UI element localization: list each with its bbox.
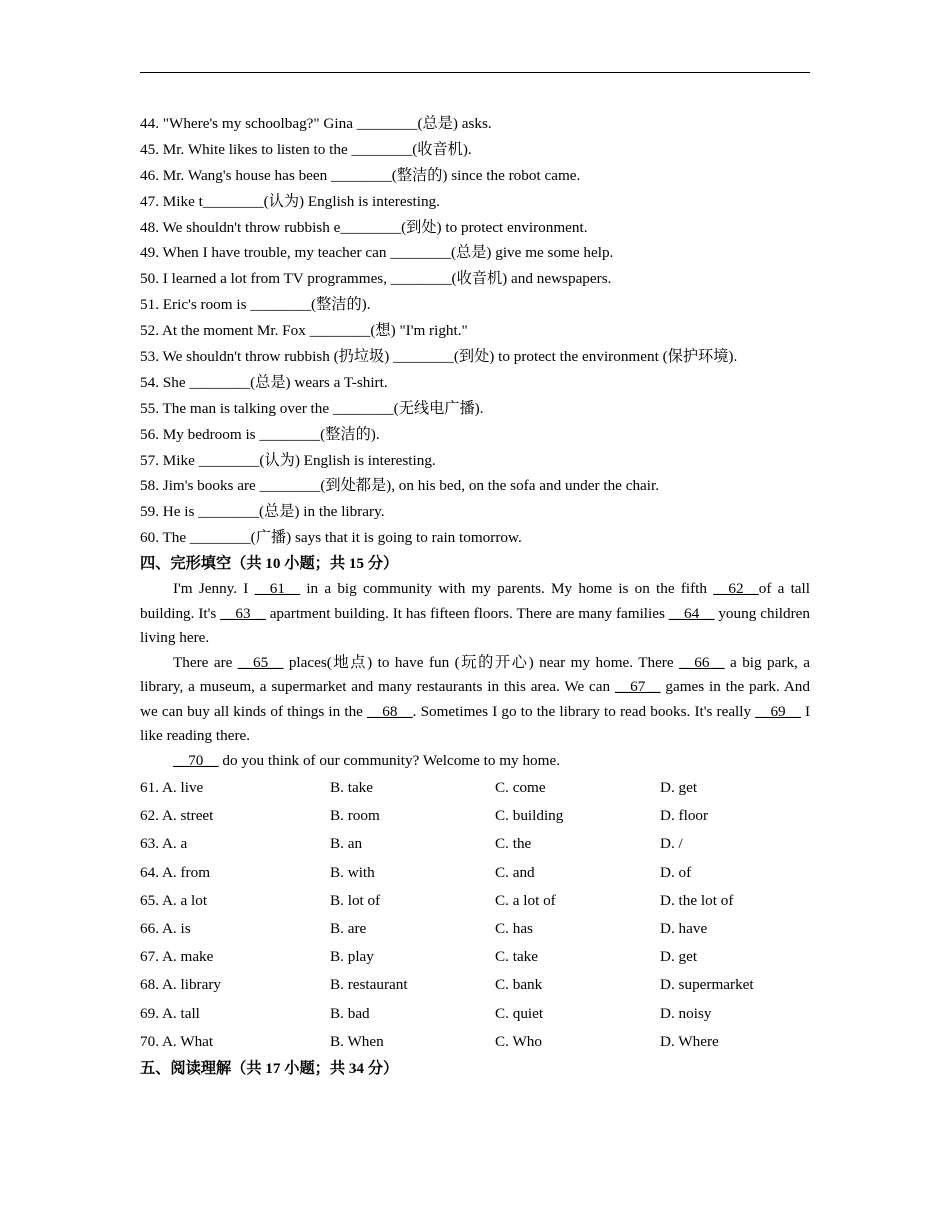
option-a: 68. A. library: [140, 976, 221, 994]
option-c: C. come: [495, 779, 546, 797]
text: do you think of our community? Welcome to my home.: [218, 751, 560, 769]
text: I'm Jenny. I: [173, 580, 255, 598]
option-d: D. get: [660, 948, 698, 966]
question-55: 55. The man is talking over the ________(无线电广播).: [140, 399, 484, 417]
option-d: D. floor: [660, 807, 709, 825]
options-64: [140, 859, 810, 887]
cloze-paragraph-3: [140, 749, 810, 774]
option-a: 70. A. What: [140, 1032, 214, 1050]
blank-61: __61__: [254, 580, 301, 598]
option-d: D. the lot of: [660, 891, 734, 909]
options-66: [140, 915, 810, 943]
question-46: 46. Mr. Wang's house has been ________(整洁的) since the robot came.: [140, 166, 581, 184]
question-51: 51. Eric's room is ________(整洁的).: [140, 296, 371, 314]
option-c: C. and: [495, 863, 535, 881]
section-4-heading: 四、完形填空（共 10 小题；共 15 分）: [140, 555, 399, 573]
options-69: [140, 1000, 810, 1028]
option-d: D. supermarket: [660, 976, 754, 994]
question-48: 48. We shouldn't throw rubbish e________(到处) to protect environment.: [140, 218, 588, 236]
option-b: B. play: [330, 948, 374, 966]
option-b: B. room: [330, 807, 380, 825]
question-53: 53. We shouldn't throw rubbish (扔垃圾) ________(到处) to protect the environment (保护环境).: [140, 348, 738, 366]
option-d: D. /: [660, 835, 683, 853]
options-68: [140, 971, 810, 999]
option-a: 62. A. street: [140, 807, 214, 825]
question-56: 56. My bedroom is ________(整洁的).: [140, 425, 380, 443]
cloze-paragraph-1: [140, 577, 810, 651]
option-c: C. has: [495, 919, 533, 937]
blank-69: __69__: [755, 702, 801, 720]
text: young children living here.: [140, 604, 810, 647]
text: There are: [173, 653, 238, 671]
question-50: 50. I learned a lot from TV programmes, ________(收音机) and newspapers.: [140, 270, 612, 288]
text: games in the park. And we can buy all kinds of things in the: [140, 678, 810, 720]
option-c: C. the: [495, 835, 532, 853]
blank-62: __62__: [713, 580, 759, 598]
worksheet: [140, 111, 810, 1082]
option-a: 63. A. a: [140, 835, 188, 853]
option-b: B. with: [330, 863, 375, 881]
options-61: [140, 774, 810, 802]
option-d: D. Where: [660, 1032, 719, 1050]
question-49: 49. When I have trouble, my teacher can ________(总是) give me some help.: [140, 244, 614, 262]
option-c: C. quiet: [495, 1004, 544, 1022]
blank-67: __67__: [614, 678, 661, 696]
options-63: [140, 830, 810, 858]
options-70: [140, 1028, 810, 1056]
option-a: 61. A. live: [140, 779, 204, 797]
option-d: D. of: [660, 863, 692, 881]
option-b: B. an: [330, 835, 363, 853]
question-57: 57. Mike ________(认为) English is interesting.: [140, 451, 436, 469]
text: places(地点) to have fun (玩的开心) near my home. There: [283, 653, 680, 671]
options-65: [140, 887, 810, 915]
options-67: [140, 943, 810, 971]
question-52: 52. At the moment Mr. Fox ________(想) "I'm right.": [140, 322, 468, 340]
section-5-heading: 五、阅读理解（共 17 小题；共 34 分）: [140, 1059, 399, 1077]
option-d: D. noisy: [660, 1004, 712, 1022]
blank-63: __63__: [220, 604, 266, 622]
option-c: C. take: [495, 948, 539, 966]
option-a: 64. A. from: [140, 863, 211, 881]
header-rule: [140, 72, 810, 73]
question-59: 59. He is ________(总是) in the library.: [140, 503, 385, 521]
option-a: 65. A. a lot: [140, 891, 208, 909]
option-b: B. are: [330, 919, 367, 937]
option-b: B. lot of: [330, 891, 381, 909]
question-54: 54. She ________(总是) wears a T-shirt.: [140, 373, 388, 391]
text: of a tall building. It's: [140, 580, 810, 622]
option-b: B. bad: [330, 1004, 370, 1022]
option-b: B. When: [330, 1032, 384, 1050]
option-c: C. a lot of: [495, 891, 556, 909]
options-62: [140, 802, 810, 830]
question-45: 45. Mr. White likes to listen to the ________(收音机).: [140, 140, 472, 158]
text: . Sometimes I go to the library to read books. It's really: [412, 702, 756, 720]
text: I like reading there.: [140, 702, 811, 745]
question-47: 47. Mike t________(认为) English is interesting.: [140, 192, 440, 210]
blank-65: __65__: [237, 653, 284, 671]
option-b: B. restaurant: [330, 976, 408, 994]
option-c: C. building: [495, 807, 564, 825]
option-a: 69. A. tall: [140, 1004, 200, 1022]
option-a: 67. A. make: [140, 948, 214, 966]
blank-68: __68__: [367, 702, 413, 720]
option-d: D. get: [660, 779, 698, 797]
option-c: C. bank: [495, 976, 543, 994]
option-a: 66. A. is: [140, 919, 191, 937]
text: a big park, a library, a museum, a supermarket and many restaurants in this area. We can: [140, 653, 811, 696]
question-58: 58. Jim's books are ________(到处都是), on his bed, on the sofa and under the chair.: [140, 477, 660, 495]
cloze-paragraph-2: [140, 651, 810, 749]
text: apartment building. It has fifteen floors. There are many families: [265, 604, 669, 622]
question-60: 60. The ________(广播) says that it is going to rain tomorrow.: [140, 529, 522, 547]
option-d: D. have: [660, 919, 708, 937]
option-c: C. Who: [495, 1032, 542, 1050]
option-b: B. take: [330, 779, 374, 797]
blank-70: __70__: [173, 751, 219, 769]
cloze-options: [140, 774, 810, 1056]
question-44: 44. "Where's my schoolbag?" Gina ________(总是) asks.: [140, 115, 492, 132]
text: in a big community with my parents. My home is on the fifth: [300, 580, 714, 598]
blank-66: __66__: [679, 653, 725, 671]
fill-in-section: [140, 111, 810, 551]
blank-64: __64__: [668, 604, 715, 622]
